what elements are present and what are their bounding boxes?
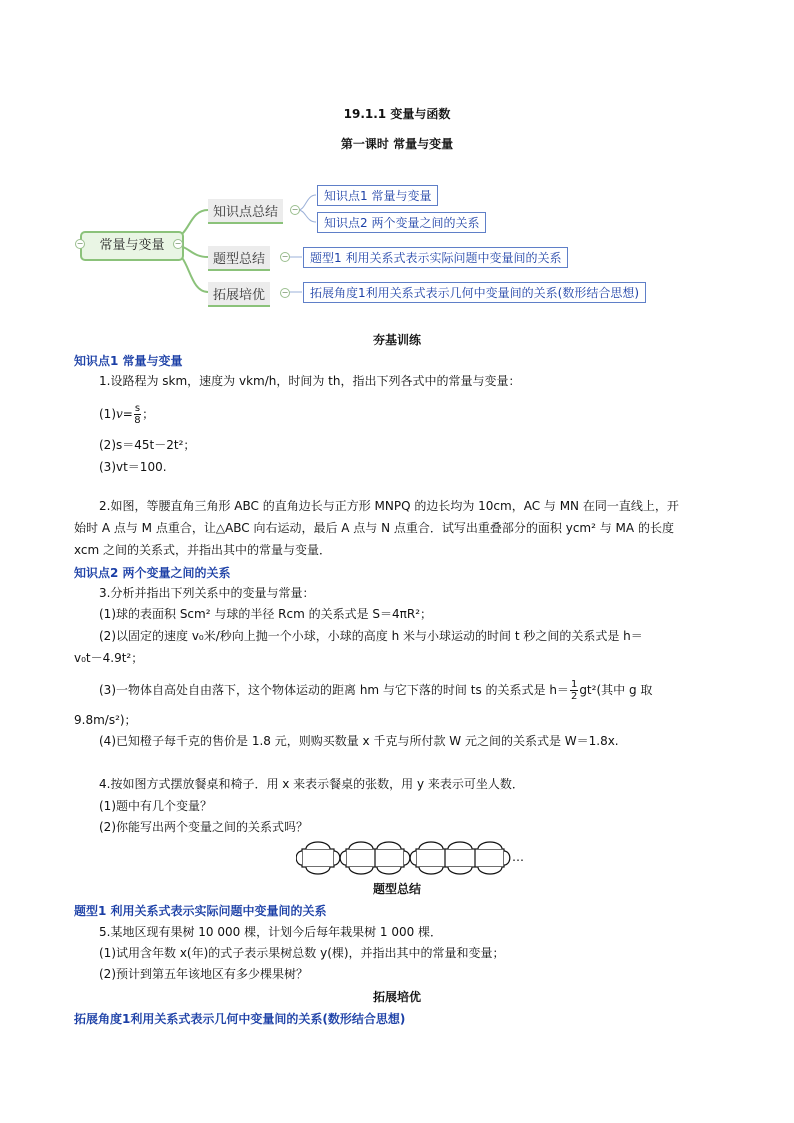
table-group-2 [340,842,410,874]
doc-title: 19.1.1 变量与函数 [343,107,451,121]
q1-item-2: (2)s＝45t－2t²； [99,438,196,452]
mindmap-connectors [0,0,794,320]
branch-collapse-icon[interactable]: − [281,252,289,261]
q1-item-3: (3)vt＝100. [99,460,167,474]
branch-knowledge-summary[interactable]: 知识点总结 [208,199,283,224]
q4-stem: 4.按如图方式摆放餐桌和椅子．用 x 来表示餐桌的张数，用 y 来表示可坐人数． [99,777,524,791]
mindmap-root[interactable] [80,231,184,261]
q5-item-2: (2)预计到第五年该地区有多少棵果树？ [99,967,308,981]
fraction-s-over-8 [134,403,141,426]
section-type-summary: 题型总结 [372,882,421,896]
q3-item-2-line-2: v₀t－4.9t²； [74,651,144,665]
figure-ellipsis: … [512,850,524,864]
fraction-one-half [570,679,578,702]
q1-stem: 1.设路程为 skm，速度为 vkm/h，时间为 th，指出下列各式中的常量与变量： [99,374,521,388]
q1-item-1 [99,402,154,426]
collapse-left-icon[interactable]: − [76,239,84,248]
child-ext1[interactable]: 拓展角度1利用关系式表示几何中变量间的关系(数形结合思想) [303,282,646,303]
fraction-denominator: 8 [134,415,141,426]
fraction-denominator: 2 [570,691,578,702]
collapse-right-icon[interactable]: − [174,239,182,248]
section-extension: 拓展培优 [372,990,421,1004]
branch-type-summary[interactable]: 题型总结 [208,246,270,271]
q3-item-2-line-1: (2)以固定的速度 v₀米/秒向上抛一个小球，小球的高度 h 米与小球运动的时间 t 秒之间的关系式是 h＝ [99,629,643,643]
tables-chairs-figure [296,841,536,875]
doc-subtitle: 第一课时 常量与变量 [340,137,454,151]
heading-ext1: 拓展角度1利用关系式表示几何中变量间的关系(数形结合思想) [74,1012,406,1026]
q1-item-1-prefix: (1) [99,407,116,421]
section-basic-training: 夯基训练 [372,333,421,347]
table-group-1 [296,842,340,874]
q1-item-1-var: v [116,407,123,421]
fraction-numerator: 1 [570,679,578,690]
q2-line-1: 2.如图，等腰直角三角形 ABC 的直角边长与正方形 MNPQ 的边长均为 10cm，AC 与 MN 在同一直线上，开 [99,499,679,513]
heading-kp1: 知识点1 常量与变量 [74,354,183,368]
q3-item-3-line-2: 9.8m/s²)； [74,713,137,727]
q4-item-2: (2)你能写出两个变量之间的关系式吗？ [99,820,308,834]
q3-item-4: (4)已知橙子每千克的售价是 1.8 元，则购买数量 x 千克与所付款 W 元之间的关系式是 W＝1.8x. [99,734,619,748]
mindmap-root-label: 常量与变量 [99,238,165,253]
heading-kp2: 知识点2 两个变量之间的关系 [74,566,231,580]
child-type1[interactable]: 题型1 利用关系式表示实际问题中变量间的关系 [303,247,568,268]
q5-stem: 5.某地区现有果树 10 000 棵，计划今后每年栽果树 1 000 棵． [99,925,443,939]
child-kp1[interactable]: 知识点1 常量与变量 [317,185,438,206]
q5-item-1: (1)试用含年数 x(年)的式子表示果树总数 y(棵)，并指出其中的常量和变量； [99,946,505,960]
fraction-numerator: s [134,403,141,414]
q1-item-1-eq: = [122,407,133,421]
q2-line-3: xcm 之间的关系式，并指出其中的常量与变量． [74,543,331,557]
connector-kp2 [298,210,316,222]
q2-line-2: 始时 A 点与 M 点重合，让△ABC 向右运动，最后 A 点与 N 点重合．试写出重叠部分的面积 ycm² 与 MA 的长度 [74,521,674,535]
q3-item-3-line-1 [99,678,652,702]
q3-stem: 3.分析并指出下列关系中的变量与常量： [99,586,315,600]
branch-collapse-icon[interactable]: − [281,288,289,297]
q4-item-1: (1)题中有几个变量？ [99,799,212,813]
table-group-3 [410,842,510,874]
branch-extension[interactable]: 拓展培优 [208,282,270,307]
q1-item-1-tail: ； [142,407,155,421]
q3-item-3-post: gt²(其中 g 取 [579,683,653,697]
tables-chairs-drawing [296,841,516,875]
heading-type1: 题型1 利用关系式表示实际问题中变量间的关系 [74,904,327,918]
q3-item-1: (1)球的表面积 Scm² 与球的半径 Rcm 的关系式是 S＝4πR²； [99,607,433,621]
child-kp2[interactable]: 知识点2 两个变量之间的关系 [317,212,486,233]
branch-collapse-icon[interactable]: − [291,205,299,214]
connector-kp1 [298,195,316,210]
q3-item-3-pre: (3)一物体自高处自由落下，这个物体运动的距离 hm 与它下落的时间 ts 的关系式是 h＝ [99,683,569,697]
